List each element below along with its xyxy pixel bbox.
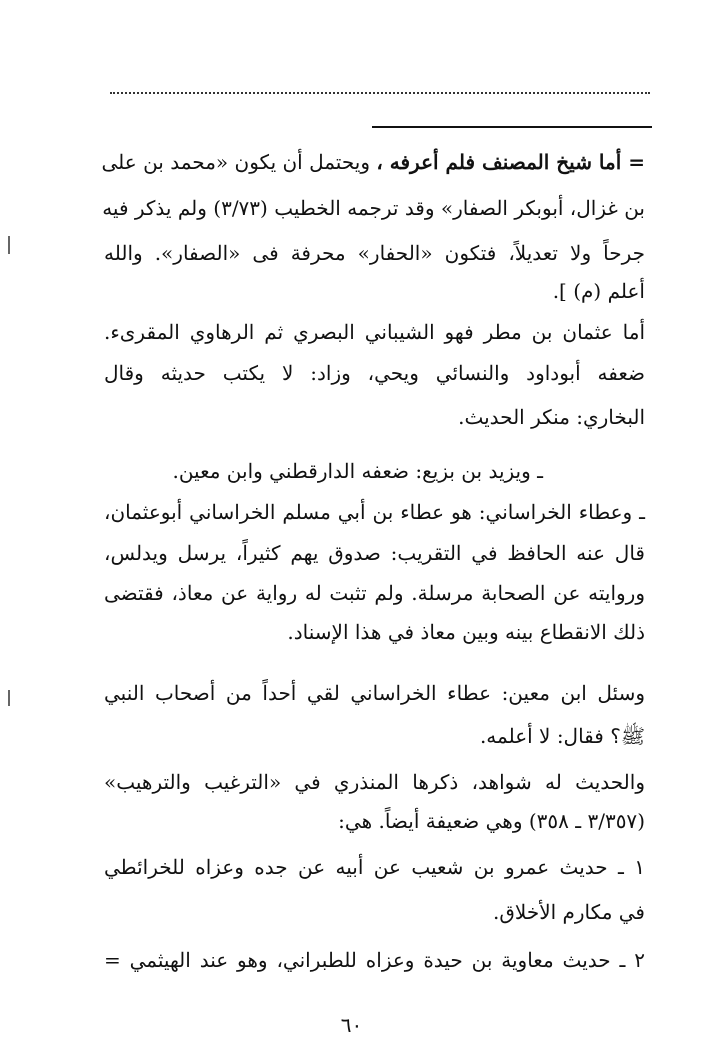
- header-dotted-rule: [110, 92, 650, 94]
- paragraph-ibn-main-line-2: ﷺ؟ فقال: لا أعلمه.: [479, 724, 645, 748]
- paragraph-hadith-line-1: والحديث له شواهد، ذكرها المنذري في «الترغيب والترهيب»: [104, 770, 645, 794]
- paragraph-uthman-line-2: ضعفه أبوداود والنسائي ويحي، وزاد: لا يكتب حديثه وقال: [104, 361, 645, 385]
- note-line-3: جرحاً ولا تعديلاً، فتكون «الحفار» محرفة فى «الصفار». والله: [104, 241, 645, 265]
- note-line-4: أعلم (م) ].: [552, 279, 645, 303]
- margin-mark: [8, 236, 10, 254]
- footnote-separator-rule: [372, 126, 652, 128]
- page-number: ٦٠: [340, 1013, 363, 1037]
- margin-mark: [8, 690, 10, 706]
- paragraph-ata-line-1: ـ وعطاء الخراساني: هو عطاء بن أبي مسلم الخراساني أبوعثمان،: [104, 500, 645, 524]
- paragraph-ata-line-2: قال عنه الحافظ في التقريب: صدوق يهم كثيراً، يرسل ويدلس،: [104, 541, 645, 565]
- note-line-2: بن غزال، أبوبكر الصفار» وقد ترجمه الخطيب (٣/٧٣) ولم يذكر فيه: [102, 196, 645, 220]
- paragraph-ata-line-3: وروايته عن الصحابة مرسلة. ولم تثبت له رواية عن معاذ، فقتضى: [104, 581, 645, 605]
- note-line-1-bold: = أما شيخ المصنف فلم أعرفه ،: [376, 150, 645, 174]
- paragraph-uthman-line-3: البخاري: منكر الحديث.: [458, 405, 645, 429]
- paragraph-ibn-main-line-1: وسئل ابن معين: عطاء الخراساني لقي أحداً من أصحاب النبي: [104, 681, 645, 705]
- paragraph-ata-line-4: ذلك الانقطاع بينه وبين معاذ في هذا الإسناد.: [287, 620, 645, 644]
- paragraph-hadith-line-2: (٣/٣٥٧ ـ ٣٥٨) وهي ضعيفة أيضاً. هي:: [338, 809, 645, 833]
- paragraph-yazid: ـ ويزيد بن بزيع: ضعفه الدارقطني وابن معين.: [172, 459, 543, 483]
- list-item-2-line-1: ٢ ـ حديث معاوية بن حيدة وعزاه للطبراني، وهو عند الهيثمي =: [104, 948, 645, 972]
- note-line-1: [101, 147, 645, 177]
- note-line-1-rest: ويحتمل أن يكون «محمد بن على: [101, 150, 377, 174]
- paragraph-uthman-line-1: أما عثمان بن مطر فهو الشيباني البصري ثم الرهاوي المقرىء.: [104, 320, 645, 344]
- list-item-1-line-1: ١ ـ حديث عمرو بن شعيب عن أبيه عن جده وعزاه للخرائطي: [104, 855, 645, 879]
- list-item-1-line-2: في مكارم الأخلاق.: [493, 900, 645, 924]
